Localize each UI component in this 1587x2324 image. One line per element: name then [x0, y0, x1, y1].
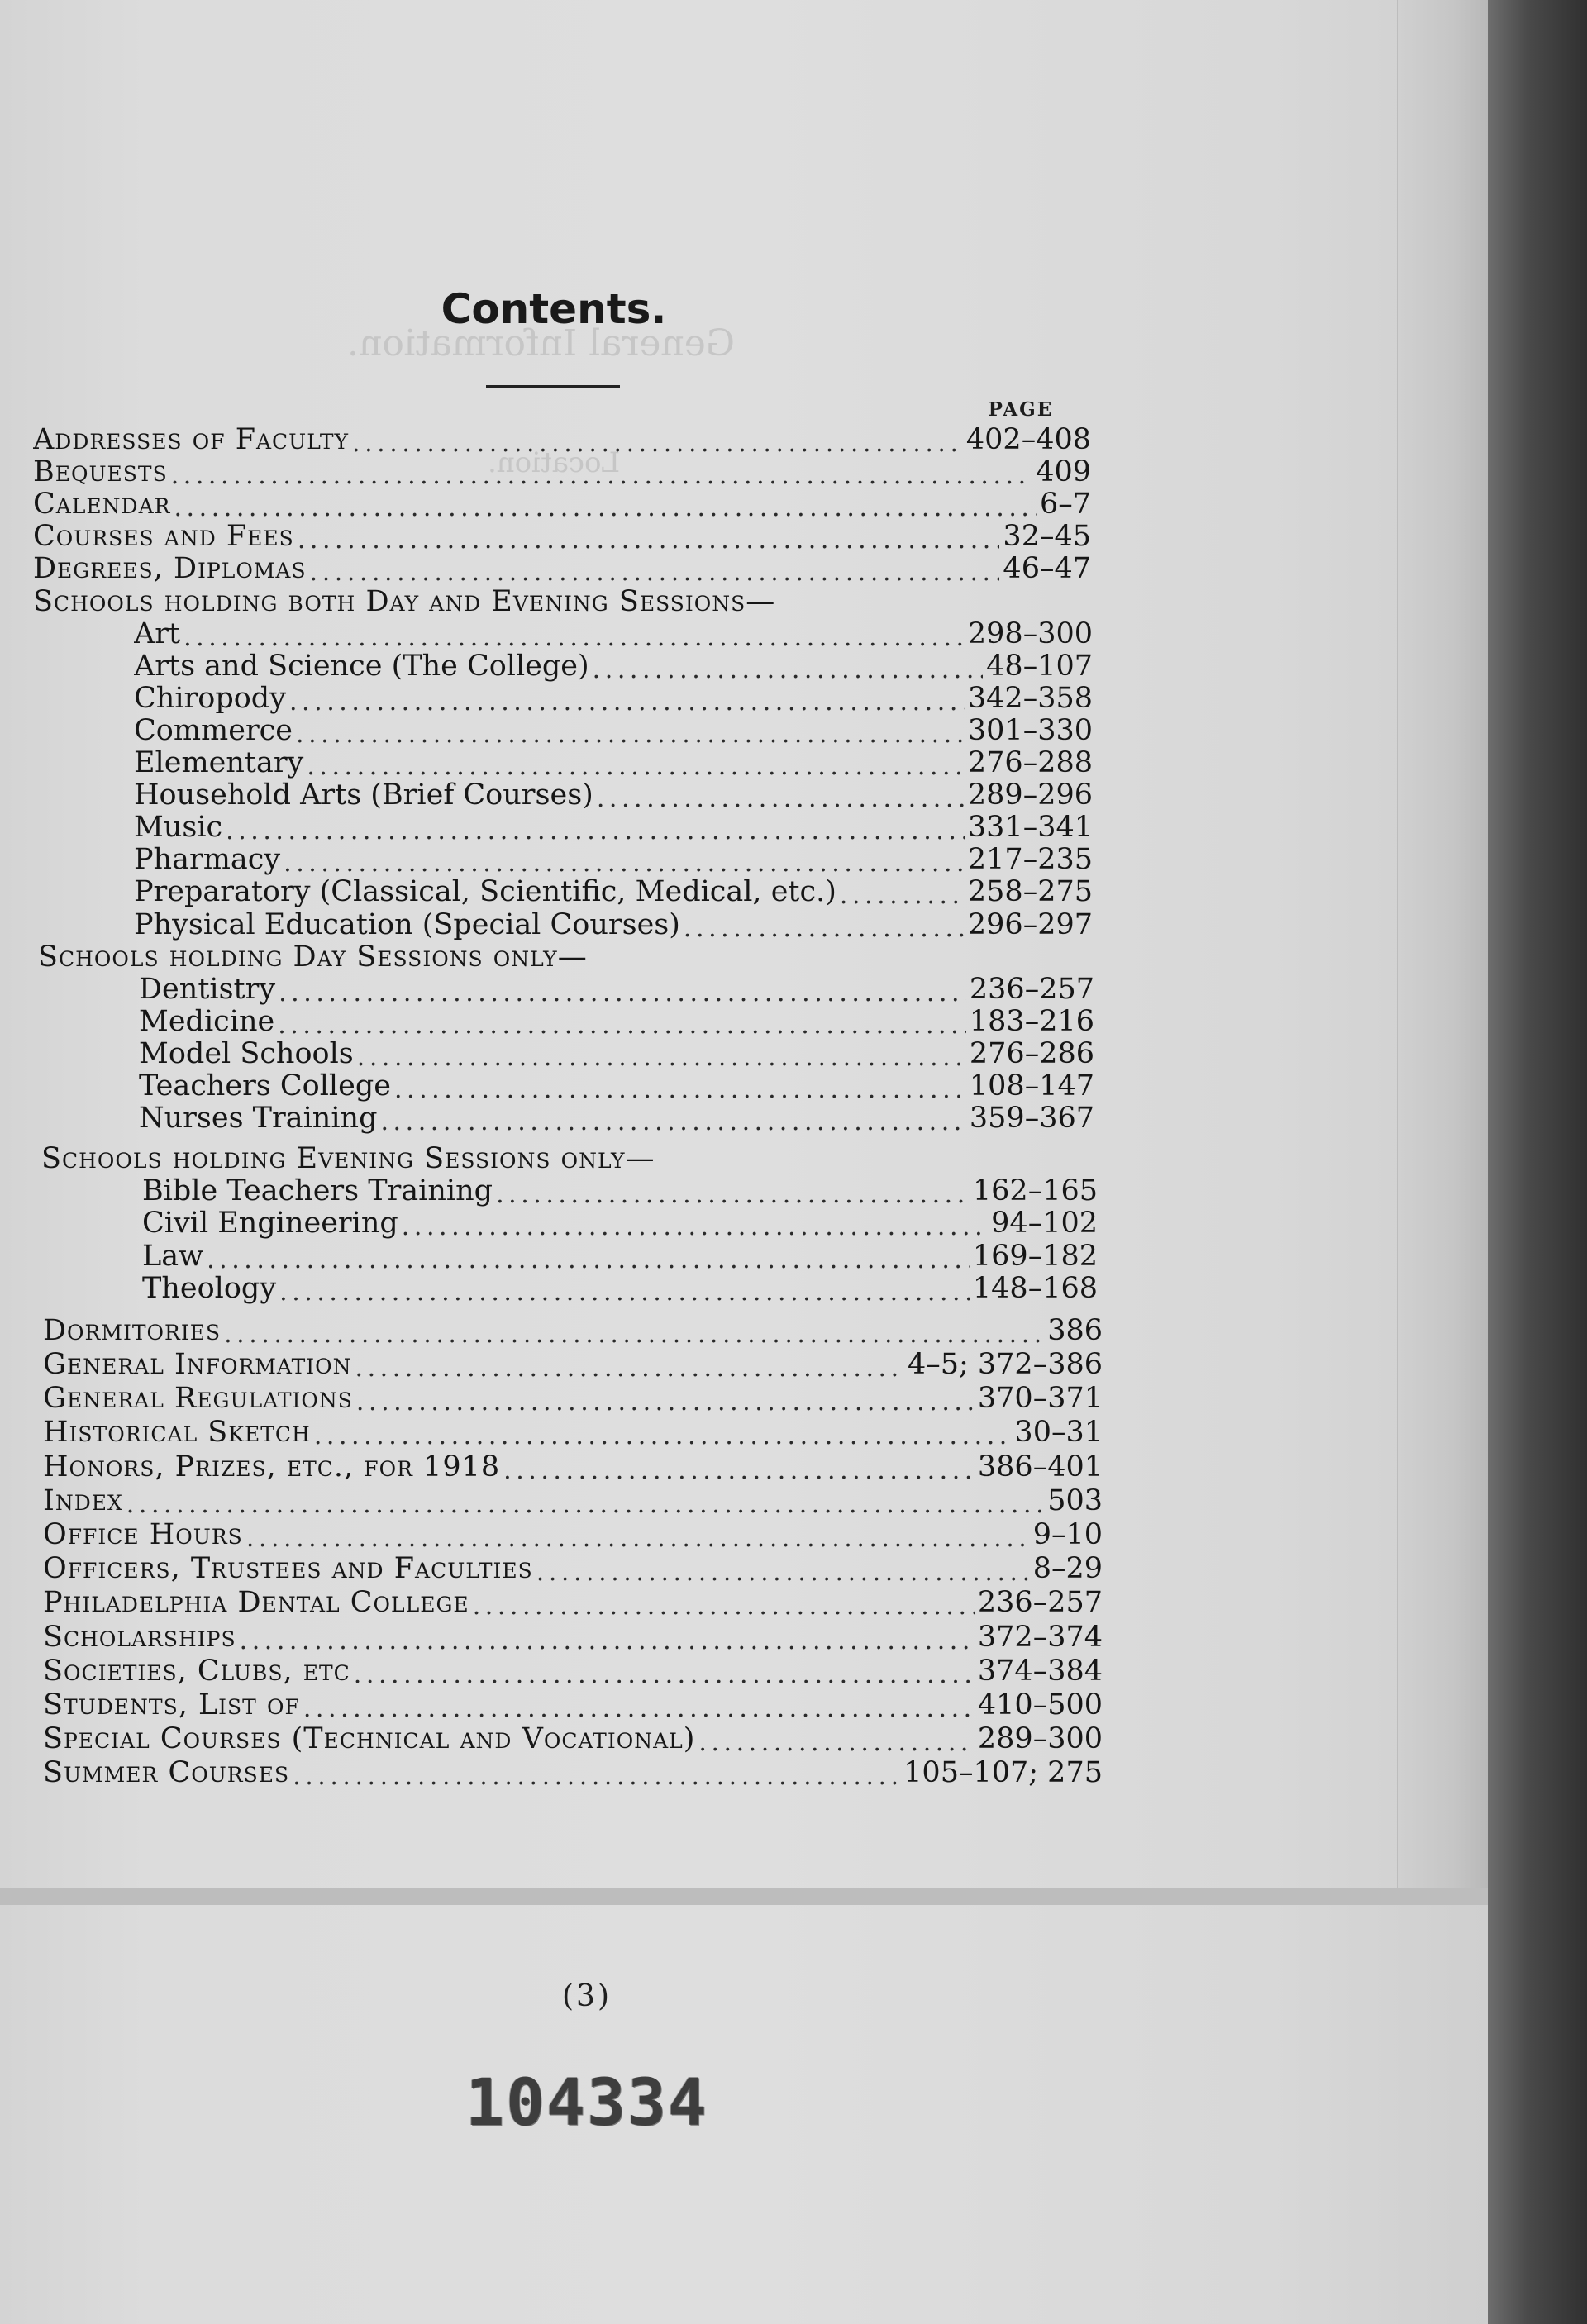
toc-entry-label: Degrees, Diplomas — [33, 552, 307, 586]
toc-entry-page: 48–107 — [986, 649, 1093, 683]
toc-entry — [43, 1416, 1103, 1449]
book-spine — [1488, 0, 1587, 2324]
toc-entry-page: 298–300 — [967, 617, 1093, 650]
dot-leader — [380, 1110, 965, 1135]
toc-entry-label: Teachers College — [139, 1069, 391, 1102]
toc-entry — [142, 1240, 1098, 1273]
toc-entry-label: Pharmacy — [134, 843, 281, 877]
toc-entry-page: 6–7 — [1039, 488, 1091, 521]
toc-entry — [142, 1174, 1098, 1207]
toc-entry-page: 217–235 — [967, 843, 1093, 877]
dot-leader — [289, 690, 965, 715]
dot-leader — [293, 1764, 900, 1789]
dot-leader — [597, 787, 965, 812]
page-fold-edge — [1397, 0, 1489, 1893]
toc-entry — [139, 973, 1094, 1006]
dot-leader — [355, 1356, 904, 1381]
toc-entry-label: Civil Engineering — [142, 1207, 398, 1241]
toc-entry-label: Dormitories — [43, 1313, 222, 1347]
toc-entry-label: Historical Sketch — [43, 1416, 311, 1450]
dot-leader — [303, 1697, 975, 1722]
toc-entry-label: Courses and Fees — [33, 520, 294, 554]
page-number: (3) — [562, 1979, 612, 2013]
toc-entry — [134, 811, 1093, 844]
dot-leader — [310, 560, 1000, 585]
toc-entry — [134, 617, 1093, 650]
toc-entry — [33, 488, 1091, 521]
page-title: Contents. — [441, 285, 667, 333]
toc-entry-page: 374–384 — [977, 1654, 1103, 1688]
toc-entry-page: 289–300 — [977, 1722, 1103, 1756]
toc-entry — [43, 1655, 1103, 1688]
dot-leader — [279, 981, 966, 1006]
toc-entry — [43, 1586, 1103, 1619]
toc-entry-page: 105–107; 275 — [903, 1756, 1103, 1790]
dot-leader — [356, 1390, 975, 1415]
toc-entry-page: 372–374 — [977, 1620, 1103, 1654]
toc-entry-page: 9–10 — [1032, 1517, 1103, 1551]
toc-entry-label: Medicine — [139, 1004, 275, 1038]
dot-leader — [284, 851, 965, 876]
toc-entry — [43, 1484, 1103, 1517]
toc-entry-label: Honors, Prizes, etc., for 1918 — [43, 1450, 501, 1483]
dot-leader — [240, 1629, 975, 1654]
toc-entry — [134, 682, 1093, 715]
dot-leader — [536, 1560, 1030, 1585]
dot-leader — [246, 1526, 1030, 1551]
toc-entry-page: 409 — [1036, 455, 1091, 489]
dot-leader — [278, 1013, 966, 1038]
dot-leader — [183, 626, 965, 650]
accession-stamp: 104334 — [465, 2066, 708, 2141]
toc-entry-page: 148–168 — [972, 1271, 1098, 1305]
dot-leader — [473, 1594, 975, 1619]
dot-leader — [224, 1322, 1044, 1347]
toc-entry — [134, 746, 1093, 779]
dot-leader — [174, 496, 1036, 521]
toc-entry — [43, 1722, 1103, 1755]
toc-entry — [33, 520, 1091, 553]
bleed-through-text: General Information. — [347, 322, 735, 364]
toc-entry — [33, 552, 1091, 585]
toc-entry-label: Music — [134, 811, 223, 845]
toc-entry — [33, 455, 1091, 488]
toc-entry-label: Dentistry — [139, 972, 276, 1006]
toc-entry — [134, 908, 1093, 941]
toc-entry — [139, 1037, 1094, 1070]
toc-entry-page: 503 — [1047, 1483, 1103, 1517]
toc-entry-page: 370–371 — [977, 1382, 1103, 1416]
toc-entry-label: Bequests — [33, 455, 168, 489]
dot-leader — [354, 1663, 975, 1688]
toc-entry — [139, 1005, 1094, 1038]
toc-entry-page: 30–31 — [1014, 1416, 1103, 1450]
toc-entry-label: Office Hours — [43, 1517, 243, 1551]
toc-entry — [139, 1102, 1094, 1135]
toc-entry-page: 8–29 — [1032, 1552, 1103, 1586]
toc-entry-label: Students, List of — [43, 1688, 300, 1722]
toc-entry — [43, 1450, 1103, 1483]
toc-entry-label: Officers, Trustees and Faculties — [43, 1552, 533, 1586]
toc-entry-label: Summer Courses — [43, 1756, 290, 1790]
toc-entry-label: Societies, Clubs, etc — [43, 1654, 350, 1688]
toc-entry-page: 386 — [1047, 1313, 1103, 1347]
dot-leader — [352, 431, 963, 456]
toc-entry-page: 296–297 — [967, 907, 1093, 941]
toc-section-heading: Schools holding Day Sessions only— — [38, 940, 588, 974]
toc-entry — [43, 1348, 1103, 1381]
dot-leader — [207, 1248, 970, 1273]
toc-entry — [134, 650, 1093, 683]
toc-entry-page: 169–182 — [972, 1239, 1098, 1273]
toc-entry-label: Special Courses (Technical and Vocational) — [43, 1722, 696, 1756]
dot-leader — [171, 464, 1032, 488]
toc-entry-label: Commerce — [134, 713, 293, 747]
toc-entry-page: 236–257 — [977, 1586, 1103, 1620]
dot-leader — [314, 1424, 1012, 1449]
dot-leader — [296, 722, 965, 747]
toc-entry-label: Law — [142, 1239, 204, 1273]
toc-entry — [43, 1552, 1103, 1585]
dot-leader — [684, 917, 965, 941]
toc-entry — [142, 1207, 1098, 1240]
toc-entry — [134, 875, 1093, 908]
toc-entry-page: 276–288 — [967, 746, 1093, 779]
dot-leader — [226, 819, 965, 844]
toc-section-heading: Schools holding both Day and Evening Sessions— — [33, 584, 776, 618]
toc-entry — [43, 1756, 1103, 1789]
toc-entry-label: Philadelphia Dental College — [43, 1586, 469, 1620]
toc-entry — [43, 1314, 1103, 1347]
toc-entry-label: Addresses of Faculty — [33, 423, 349, 456]
toc-entry — [139, 1069, 1094, 1102]
toc-section-heading: Schools holding Evening Sessions only— — [41, 1142, 655, 1176]
toc-entry-label: Nurses Training — [139, 1102, 378, 1136]
toc-entry-label: Arts and Science (The College) — [134, 649, 589, 683]
toc-entry-label: Chiropody — [134, 681, 286, 715]
toc-entry-page: 342–358 — [967, 681, 1093, 715]
dot-leader — [840, 883, 965, 908]
toc-entry-label: Art — [134, 617, 181, 650]
toc-entry-page: 402–408 — [965, 423, 1091, 456]
toc-entry-label: Index — [43, 1483, 123, 1517]
dot-leader — [402, 1215, 988, 1240]
dot-leader — [394, 1078, 966, 1102]
toc-entry — [33, 423, 1091, 456]
toc-entry-label: Bible Teachers Training — [142, 1174, 493, 1208]
toc-entry-label: Model Schools — [139, 1036, 354, 1070]
dot-leader — [357, 1045, 966, 1070]
toc-entry-page: 276–286 — [969, 1036, 1094, 1070]
toc-entry-page: 94–102 — [991, 1207, 1098, 1241]
toc-entry — [134, 843, 1093, 876]
toc-entry — [43, 1688, 1103, 1722]
dot-leader — [126, 1493, 1044, 1517]
toc-entry-label: Calendar — [33, 488, 171, 521]
toc-entry-page: 32–45 — [1003, 520, 1091, 554]
toc-entry-page: 386–401 — [977, 1450, 1103, 1483]
toc-entry-label: Physical Education (Special Courses) — [134, 907, 680, 941]
toc-entry — [142, 1272, 1098, 1305]
dot-leader — [496, 1183, 970, 1207]
toc-entry-label: Scholarships — [43, 1620, 236, 1654]
toc-entry-page: 236–257 — [969, 972, 1094, 1006]
toc-entry-page: 410–500 — [977, 1688, 1103, 1722]
toc-entry-page: 331–341 — [967, 811, 1093, 845]
dot-leader — [503, 1459, 975, 1483]
toc-entry-label: General Regulations — [43, 1382, 353, 1416]
toc-entry-page: 108–147 — [969, 1069, 1094, 1102]
toc-entry-page: 258–275 — [967, 875, 1093, 909]
dot-leader — [698, 1731, 975, 1755]
toc-entry-page: 162–165 — [972, 1174, 1098, 1208]
toc-entry-page: 183–216 — [969, 1004, 1094, 1038]
toc-entry — [43, 1382, 1103, 1415]
page-column-header: PAGE — [988, 398, 1054, 421]
dot-leader — [279, 1280, 970, 1305]
toc-entry-page: 301–330 — [967, 713, 1093, 747]
toc-entry-page: 4–5; 372–386 — [907, 1347, 1103, 1381]
bleed-through-text: Location. — [488, 446, 621, 479]
toc-entry-label: Theology — [142, 1271, 277, 1305]
dot-leader — [593, 658, 983, 683]
toc-entry-label: Household Arts (Brief Courses) — [134, 779, 593, 812]
toc-entry-page: 359–367 — [969, 1102, 1094, 1136]
toc-entry — [43, 1621, 1103, 1654]
toc-entry — [134, 779, 1093, 812]
dot-leader — [307, 755, 965, 779]
toc-entry — [134, 714, 1093, 747]
toc-entry-label: Elementary — [134, 746, 304, 779]
toc-entry-label: General Information — [43, 1347, 352, 1381]
toc-entry-label: Preparatory (Classical, Scientific, Medical, etc.) — [134, 875, 836, 909]
toc-entry-page: 289–296 — [967, 779, 1093, 812]
toc-entry — [43, 1518, 1103, 1551]
toc-entry-page: 46–47 — [1003, 552, 1091, 586]
dot-leader — [298, 528, 1000, 553]
